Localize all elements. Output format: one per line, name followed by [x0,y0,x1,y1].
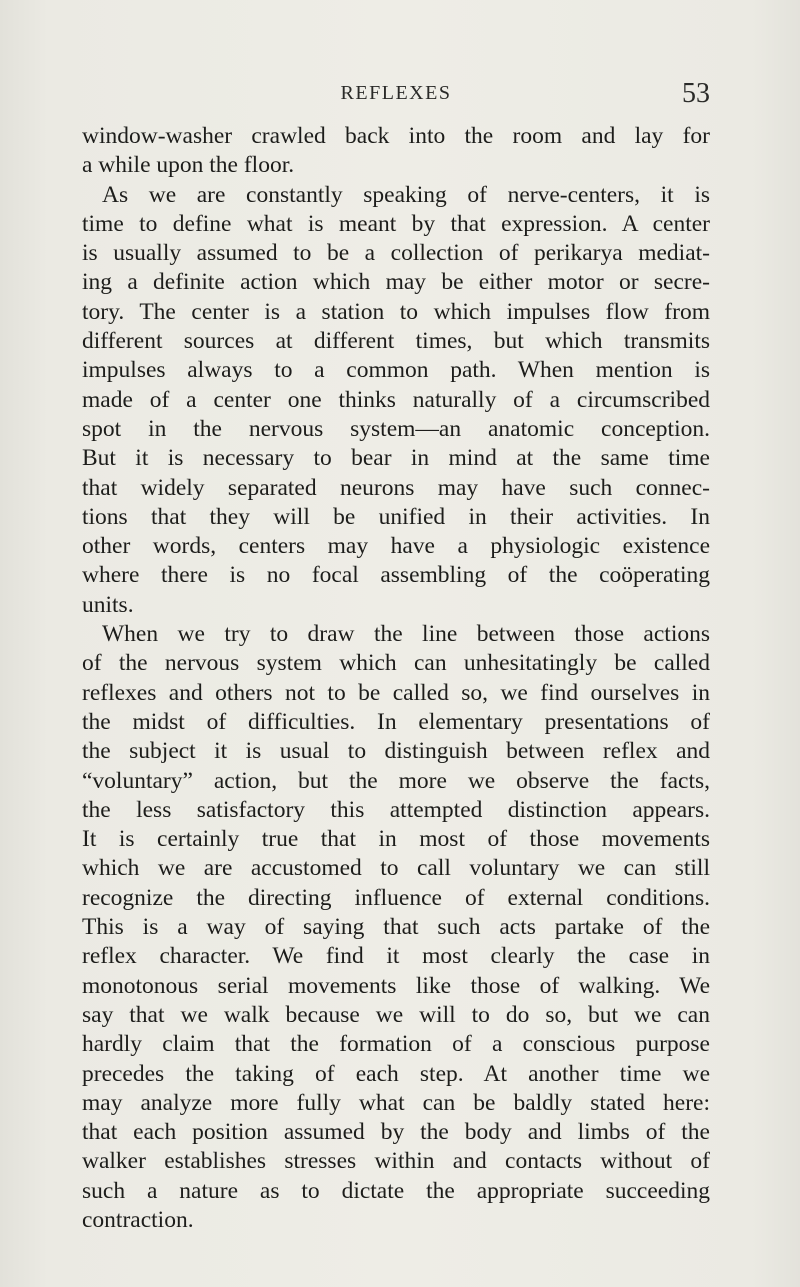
text-line: precedes the taking of each step. At another time we [82,1060,710,1087]
page-number: 53 [682,78,710,109]
text-line: tory. The center is a station to which impulses flow from [82,298,710,325]
text-line: the midst of difficulties. In elementary presentations of [82,708,710,735]
text-line: time to define what is meant by that expression. A center [82,210,710,237]
text-line: ing a definite action which may be either motor or secre- [82,269,710,296]
text-line: a while upon the floor. [82,152,295,179]
chapter-title: REFLEXES [340,82,452,104]
text-line: window-washer crawled back into the room and lay for [82,123,710,149]
text-line: where there is no focal assembling of the coöperating [82,562,710,589]
text-line: different sources at different times, but which transmits [82,328,710,355]
text-line: spot in the nervous system—an anatomic conception. [82,415,710,442]
text-line: is usually assumed to be a collection of perikarya mediat- [82,240,710,267]
text-line: It is certainly true that in most of those movements [82,826,710,853]
text-line: reflex character. We find it most clearly the case in [82,943,710,970]
text-line: units. [82,591,134,618]
text-line: When we try to draw the line between those actions [102,621,710,648]
text-line: tions that they will be unified in their activities. In [82,503,710,530]
text-line: other words, centers may have a physiologic existence [82,533,710,560]
body-text [82,122,710,1235]
text-line: which we are accustomed to call voluntary we can still [82,855,710,882]
text-line: recognize the directing influence of external conditions. [82,884,710,911]
text-line: that each position assumed by the body and limbs of the [82,1119,710,1146]
text-line: may analyze more fully what can be baldly stated here: [82,1089,710,1116]
running-head [82,78,710,108]
text-line: walker establishes stresses within and contacts without of [82,1148,710,1175]
text-line: say that we walk because we will to do so, but we can [82,1001,710,1028]
text-line: the subject it is usual to distinguish between reflex and [82,738,710,765]
text-line: made of a center one thinks naturally of a circumscribed [82,386,710,413]
text-line: monotonous serial movements like those of walking. We [82,972,710,999]
text-line: contraction. [82,1206,194,1233]
text-line: This is a way of saying that such acts partake of the [82,914,710,941]
text-line: that widely separated neurons may have such connec- [82,474,710,501]
text-line: the less satisfactory this attempted distinction appears. [82,796,710,823]
text-line: of the nervous system which can unhesitatingly be called [82,650,710,677]
text-line: such a nature as to dictate the appropriate succeeding [82,1177,710,1204]
text-line: But it is necessary to bear in mind at the same time [82,445,710,472]
text-line: hardly claim that the formation of a conscious purpose [82,1031,710,1058]
text-line: reflexes and others not to be called so, we find ourselves in [82,679,710,706]
text-line: As we are constantly speaking of nerve-centers, it is [102,181,710,208]
text-line: “voluntary” action, but the more we observe the facts, [82,767,710,794]
text-line: impulses always to a common path. When mention is [82,357,710,384]
